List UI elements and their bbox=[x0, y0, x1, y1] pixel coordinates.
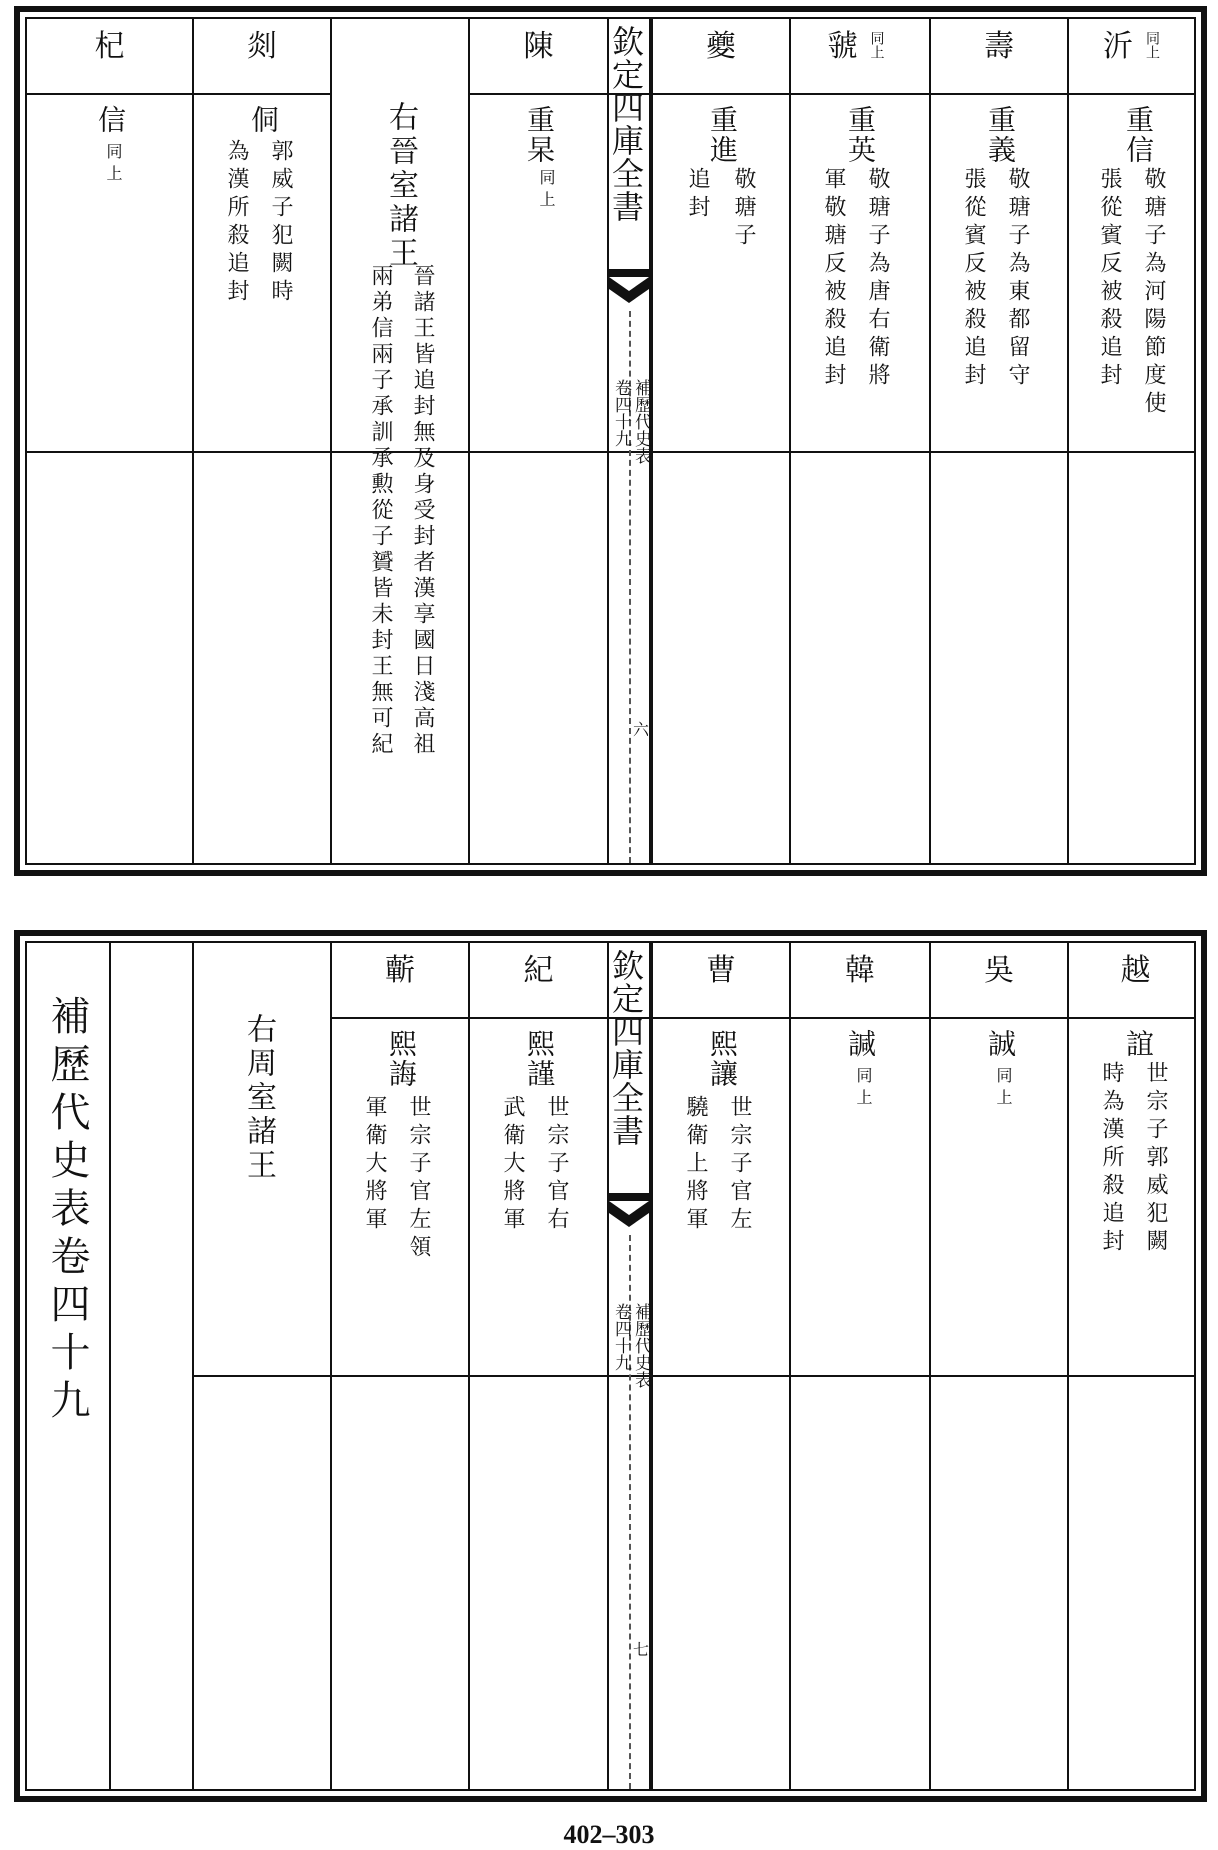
note-line-1: 敬瑭子為唐右衛將 bbox=[865, 167, 890, 391]
person-name: 重杲 bbox=[523, 105, 556, 165]
person-name: 重英 bbox=[844, 105, 877, 165]
folio-number: 七 bbox=[633, 1640, 650, 1659]
note-line-1: 世宗子官左領 bbox=[406, 1095, 431, 1263]
person-name: 誼 bbox=[1122, 1029, 1155, 1059]
section-summary-title: 右周室諸王 bbox=[241, 1013, 276, 1183]
column-header: 虢 $^{同上}$ bbox=[827, 29, 885, 64]
column-header: 杞 bbox=[94, 29, 125, 64]
note-line-1: 同上 bbox=[994, 1067, 1013, 1111]
person-name: 重進 bbox=[706, 105, 739, 165]
fishtail-mark bbox=[609, 269, 649, 307]
person-name: 信 bbox=[94, 105, 127, 135]
note-line-2: 時為漢所殺追封 bbox=[1099, 1061, 1124, 1257]
column-jin-summary bbox=[330, 19, 468, 863]
note-line-1: 敬瑭子為河陽節度使 bbox=[1141, 167, 1166, 419]
column-header: 紀 bbox=[523, 953, 554, 988]
column-han bbox=[789, 943, 929, 1789]
column-header: 陳 bbox=[523, 29, 554, 64]
note-line-1: 同上 bbox=[104, 143, 123, 187]
note-line-1: 世宗子官左 bbox=[727, 1095, 752, 1235]
person-name: 熙誨 bbox=[385, 1029, 418, 1089]
column-zhou-summary bbox=[192, 943, 330, 1789]
center-volume: 卷四十九 bbox=[611, 379, 631, 447]
person-name: 誠 bbox=[984, 1029, 1017, 1059]
center-fold bbox=[607, 943, 651, 1789]
column-kui bbox=[651, 19, 789, 863]
note-line-2: 軍衛大將軍 bbox=[362, 1095, 387, 1235]
column-header: 剡 bbox=[247, 29, 277, 64]
note-line-1: 同上 bbox=[854, 1067, 873, 1111]
center-fold bbox=[607, 19, 651, 863]
book-title: 欽定四庫全書 bbox=[607, 25, 645, 223]
note-line-1: 同上 bbox=[537, 169, 556, 213]
note-line-1: 郭威子犯闕時 bbox=[268, 139, 293, 307]
volume-title: 補歷代史表卷四十九 bbox=[44, 995, 90, 1427]
column-yue bbox=[1067, 943, 1202, 1789]
column-header: 蘄 bbox=[385, 953, 415, 988]
column-qi bbox=[27, 19, 192, 863]
column-shou bbox=[929, 19, 1067, 863]
note-line-1: 世宗子官右 bbox=[544, 1095, 569, 1235]
bottom-page-frame bbox=[25, 941, 1196, 1791]
top-page-frame bbox=[25, 17, 1196, 865]
note-line-2: 張從賓反被殺追封 bbox=[1097, 167, 1122, 391]
column-cao bbox=[651, 943, 789, 1789]
folio-number: 六 bbox=[633, 720, 650, 739]
person-name: 熙讓 bbox=[706, 1029, 739, 1089]
column-header: 夔 bbox=[706, 29, 736, 64]
column-chen bbox=[468, 19, 607, 863]
top-page bbox=[14, 6, 1207, 876]
column-header: 壽 bbox=[984, 29, 1014, 64]
column-header: 韓 bbox=[845, 953, 875, 988]
note-line-2: 為漢所殺追封 bbox=[224, 139, 249, 307]
column-header: 沂 $^{同上}$ bbox=[1103, 29, 1160, 64]
section-summary-title: 右晉室諸王 bbox=[383, 101, 418, 271]
center-volume: 卷四十九 bbox=[611, 1303, 631, 1371]
column-shan bbox=[192, 19, 330, 863]
note-line-2: 軍敬瑭反被殺追封 bbox=[821, 167, 846, 391]
column-header: 曹 bbox=[706, 953, 736, 988]
person-name: 熙謹 bbox=[523, 1029, 556, 1089]
note-line-2: 兩弟信兩子承訓承勲從子贇皆未封王無可紀 bbox=[368, 264, 393, 758]
column-guo bbox=[789, 19, 929, 863]
column-yi bbox=[1067, 19, 1202, 863]
column-ji bbox=[468, 943, 607, 1789]
book-title: 欽定四庫全書 bbox=[607, 949, 645, 1147]
note-line-2: 驍衛上將軍 bbox=[683, 1095, 708, 1235]
note-line-1: 敬瑭子 bbox=[731, 167, 756, 251]
note-line-1: 世宗子郭威犯闕 bbox=[1143, 1061, 1168, 1257]
note-line-1: 敬瑭子為東都留守 bbox=[1005, 167, 1030, 391]
note-line-2: 武衛大將軍 bbox=[500, 1095, 525, 1235]
person-name: 侗 bbox=[247, 105, 280, 135]
page-footer-number: 402–303 bbox=[563, 1820, 655, 1849]
person-name: 諴 bbox=[844, 1029, 877, 1059]
column-wu bbox=[929, 943, 1067, 1789]
column-header: 越 bbox=[1120, 953, 1151, 988]
bottom-page bbox=[14, 930, 1207, 1802]
volume-title-column bbox=[27, 943, 109, 1789]
person-name: 重信 bbox=[1122, 105, 1155, 165]
note-line-1: 晉諸王皆追封無及身受封者漢享國日淺高祖 bbox=[410, 264, 435, 758]
column-qi-zhou bbox=[330, 943, 468, 1789]
person-name: 重義 bbox=[984, 105, 1017, 165]
note-line-2: 追封 bbox=[685, 167, 710, 223]
center-subtitle: 補歷代史表 bbox=[631, 1303, 651, 1388]
center-subtitle: 補歷代史表 bbox=[631, 379, 651, 464]
note-line-2: 張從賓反被殺追封 bbox=[961, 167, 986, 391]
column-header: 吳 bbox=[984, 953, 1014, 988]
blank-column bbox=[109, 943, 192, 1789]
summary-header-gap bbox=[332, 89, 468, 97]
fishtail-mark bbox=[609, 1193, 649, 1231]
